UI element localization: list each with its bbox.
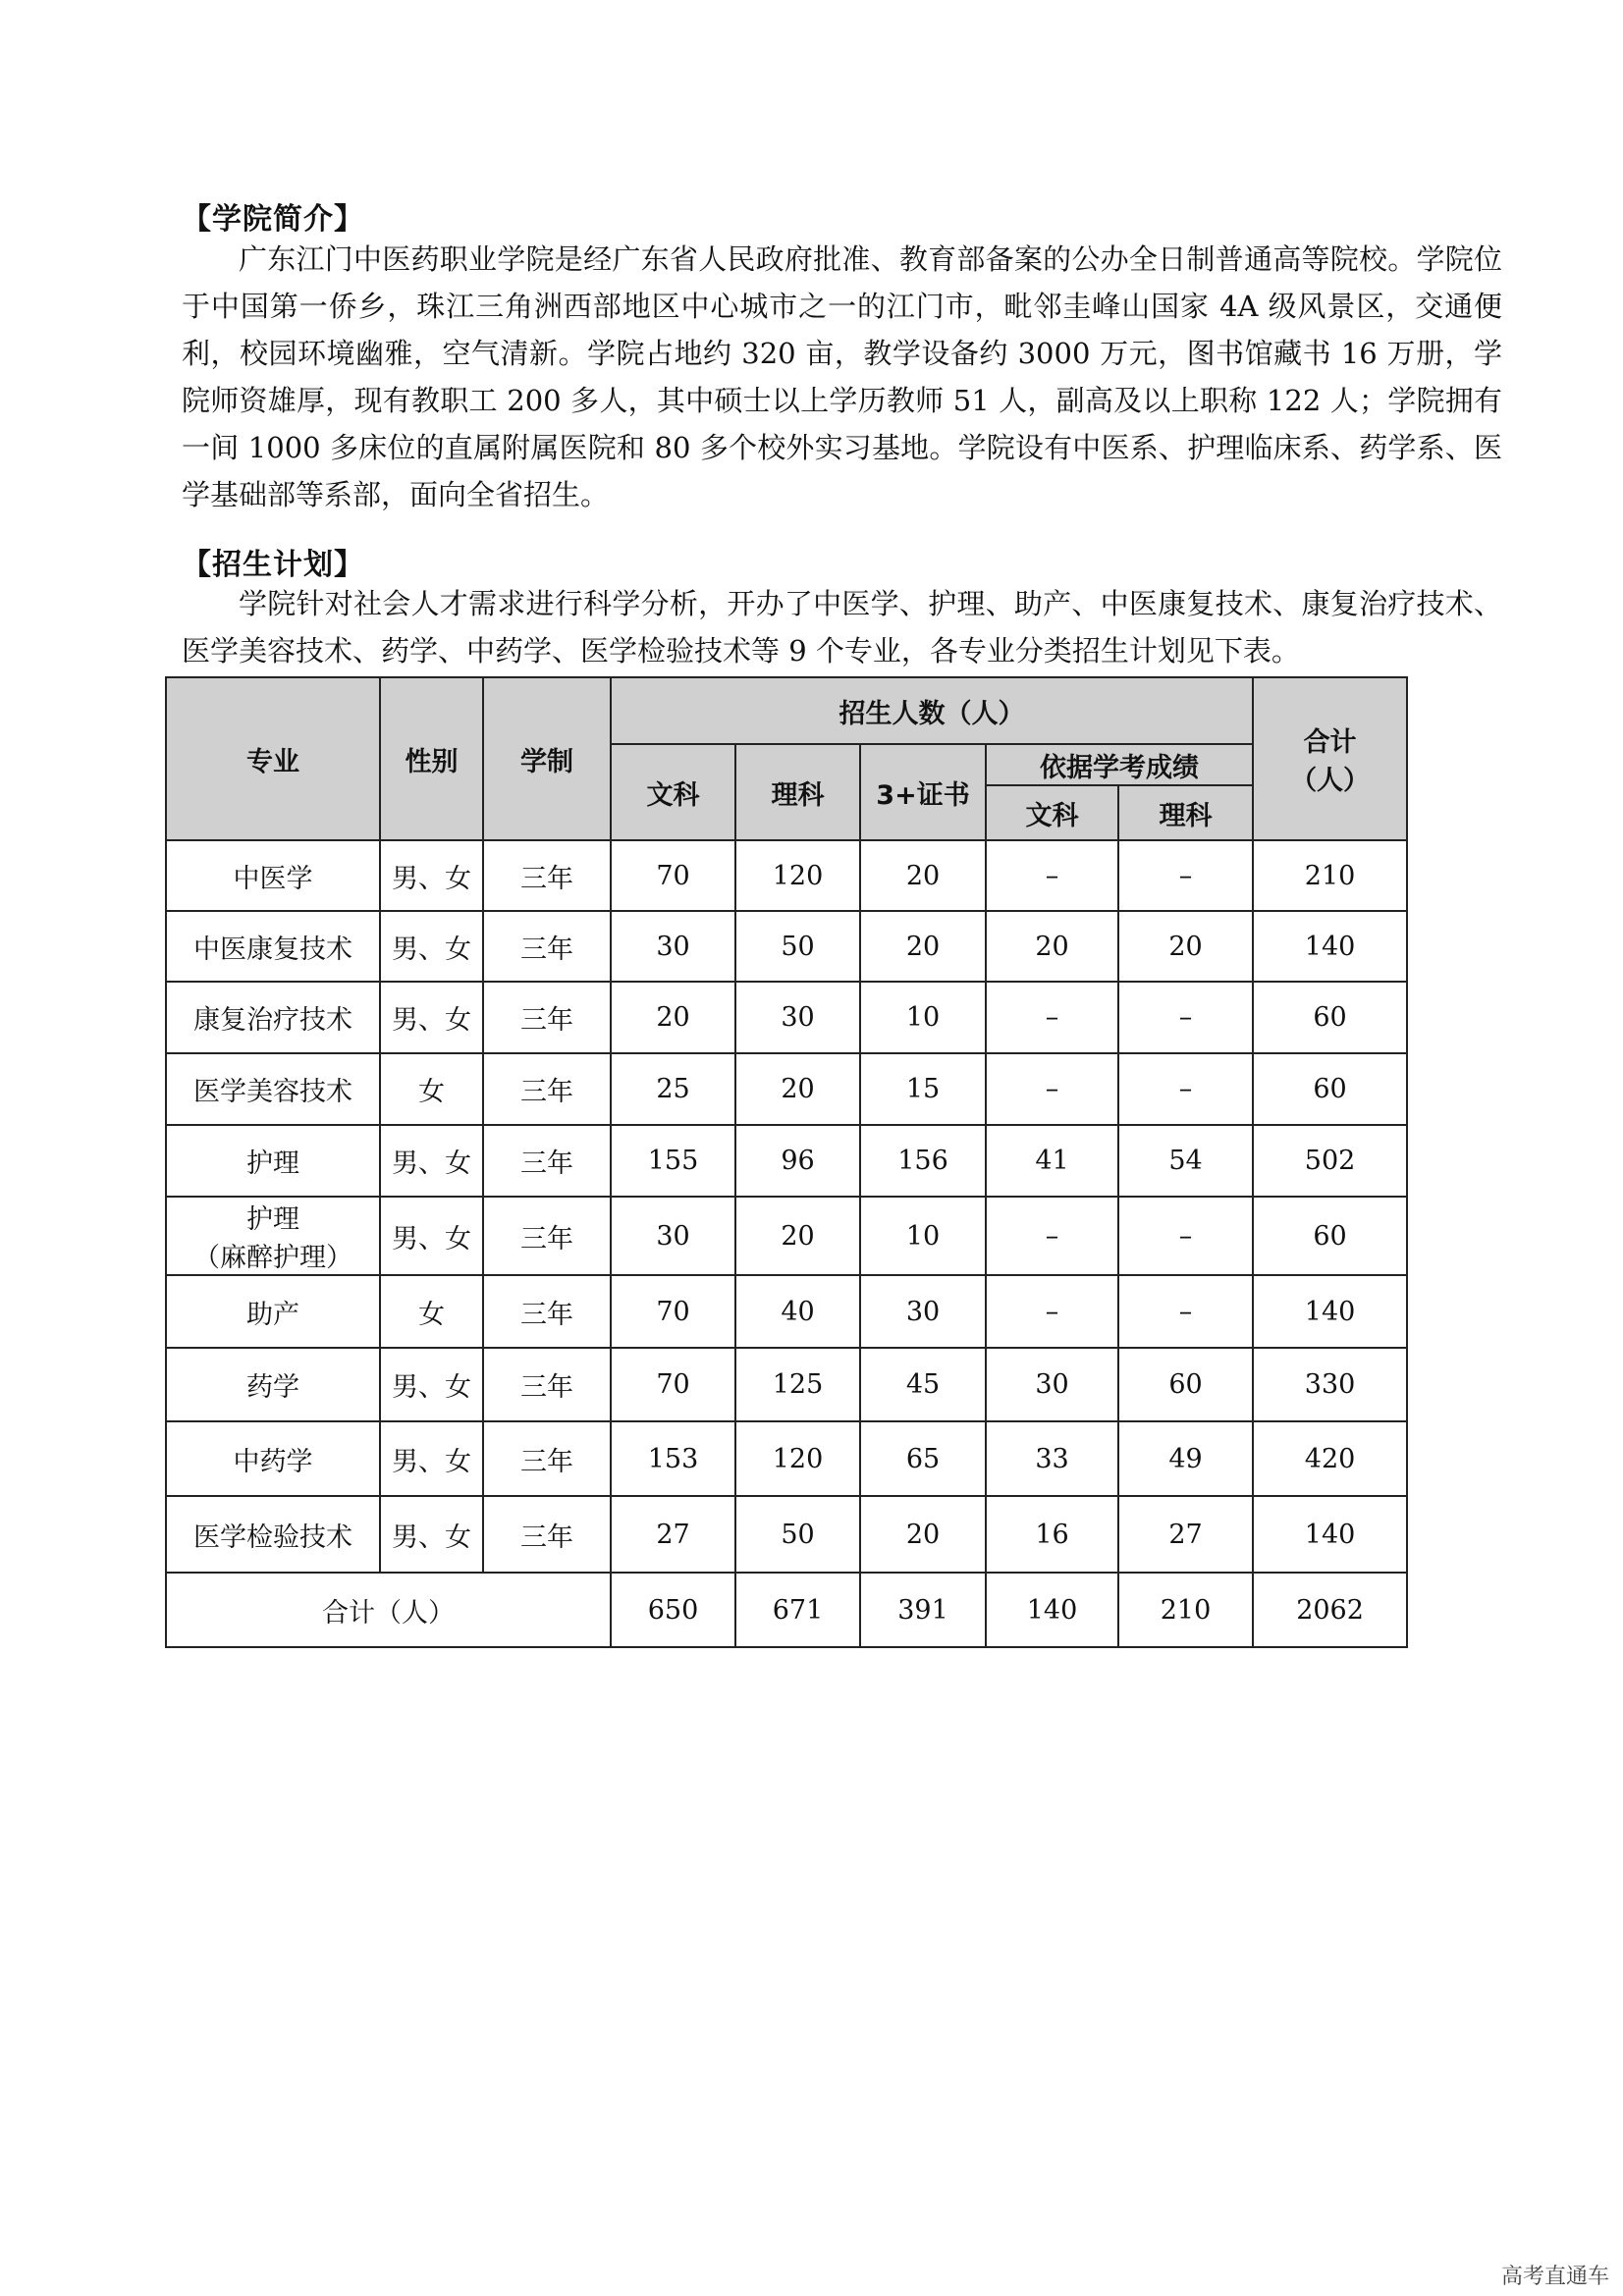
header-major: 专业	[166, 677, 380, 840]
cell-cert: 10	[860, 982, 986, 1053]
cell-gender: 男、女	[380, 1421, 483, 1496]
cell-cert: 156	[860, 1125, 986, 1197]
cell-arts: 70	[611, 840, 735, 911]
cell-gender: 男、女	[380, 1125, 483, 1197]
header-exam: 依据学考成绩	[986, 744, 1253, 785]
cell-duration: 三年	[483, 911, 611, 982]
cell-exam-science: –	[1118, 1197, 1253, 1275]
cell-science: 40	[735, 1275, 860, 1348]
totals-arts: 650	[611, 1573, 735, 1647]
cell-exam-arts: –	[986, 1275, 1118, 1348]
cell-duration: 三年	[483, 1421, 611, 1496]
cell-total: 140	[1253, 911, 1407, 982]
cell-duration: 三年	[483, 1125, 611, 1197]
cell-arts: 25	[611, 1053, 735, 1125]
cell-duration: 三年	[483, 1275, 611, 1348]
watermark-text: 高考直通车	[1500, 2265, 1609, 2289]
table-row	[166, 840, 1407, 911]
header-exam-arts: 文科	[986, 785, 1118, 840]
totals-exam-arts: 140	[986, 1573, 1118, 1647]
cell-exam-science: 27	[1118, 1496, 1253, 1573]
cell-science: 96	[735, 1125, 860, 1197]
cell-gender: 男、女	[380, 1197, 483, 1275]
cell-duration: 三年	[483, 1348, 611, 1421]
header-arts: 文科	[611, 744, 735, 840]
header-duration: 学制	[483, 677, 611, 840]
cell-total: 210	[1253, 840, 1407, 911]
cell-total: 330	[1253, 1348, 1407, 1421]
cell-gender: 男、女	[380, 1496, 483, 1573]
intro-paragraph: 广东江门中医药职业学院是经广东省人民政府批准、教育部备案的公办全日制普通高等院校。学院位于中国第一侨乡，珠江三角洲西部地区中心城市之一的江门市，毗邻圭峰山国家 4A 级风景区，交通便利，校园环境幽雅，空气清新。学院占地约 320 亩，教学设备约 3000 万元，图书馆藏书 16 万册，学院师资雄厚，现有教职工 200 多人，其中硕士以上学历教师 51 人，副高及以上职称 122 人；学院拥有一间 1000 多床位的直属附属医院和 80 多个校外实习基地。学院设有中医系、护理临床系、药学系、医学基础部等系部，面向全省招生。	[182, 242, 1502, 511]
cell-major-subname: （麻醉护理）	[193, 1243, 352, 1273]
cell-exam-science: –	[1118, 1053, 1253, 1125]
cell-gender: 女	[380, 1053, 483, 1125]
cell-total: 60	[1253, 982, 1407, 1053]
cell-exam-arts: 30	[986, 1348, 1118, 1421]
cell-cert: 30	[860, 1275, 986, 1348]
cell-arts: 30	[611, 1197, 735, 1275]
cell-major-name: 中医学	[233, 863, 313, 894]
table-row	[166, 1125, 1407, 1197]
cell-major	[166, 840, 380, 911]
table-row	[166, 1348, 1407, 1421]
cell-duration: 三年	[483, 840, 611, 911]
cell-exam-arts: –	[986, 982, 1118, 1053]
cell-major	[166, 1275, 380, 1348]
table-row	[166, 982, 1407, 1053]
totals-row	[166, 1573, 1407, 1647]
cell-science: 50	[735, 911, 860, 982]
cell-exam-science: 49	[1118, 1421, 1253, 1496]
cell-major-name: 医学检验技术	[193, 1522, 352, 1553]
table-row	[166, 1053, 1407, 1125]
cell-major	[166, 1125, 380, 1197]
cell-total: 502	[1253, 1125, 1407, 1197]
cell-total: 60	[1253, 1053, 1407, 1125]
cell-cert: 45	[860, 1348, 986, 1421]
totals-science: 671	[735, 1573, 860, 1647]
cell-total: 140	[1253, 1496, 1407, 1573]
cell-exam-arts: 16	[986, 1496, 1118, 1573]
cell-cert: 65	[860, 1421, 986, 1496]
header-total-line2: （人）	[1290, 766, 1371, 796]
cell-major-name: 中医康复技术	[193, 934, 352, 965]
cell-duration: 三年	[483, 1496, 611, 1573]
cell-major	[166, 982, 380, 1053]
cell-cert: 10	[860, 1197, 986, 1275]
cell-total: 60	[1253, 1197, 1407, 1275]
cell-gender: 男、女	[380, 1348, 483, 1421]
cell-major-name: 中药学	[233, 1446, 313, 1477]
cell-science: 125	[735, 1348, 860, 1421]
enrollment-plan-table	[165, 676, 1408, 1648]
header-total	[1253, 677, 1407, 840]
table-row	[166, 1275, 1407, 1348]
cell-gender: 男、女	[380, 911, 483, 982]
cell-science: 20	[735, 1197, 860, 1275]
cell-duration: 三年	[483, 1053, 611, 1125]
cell-science: 20	[735, 1053, 860, 1125]
cell-cert: 20	[860, 1496, 986, 1573]
cell-exam-arts: 33	[986, 1421, 1118, 1496]
table-row	[166, 1197, 1407, 1275]
intro-heading: 【学院简介】	[182, 202, 364, 237]
cell-major	[166, 1197, 380, 1275]
cell-cert: 20	[860, 911, 986, 982]
cell-exam-science: 20	[1118, 911, 1253, 982]
cell-major-name: 护理	[246, 1148, 299, 1179]
header-total-line1: 合计	[1303, 727, 1357, 758]
cell-major	[166, 911, 380, 982]
cell-gender: 女	[380, 1275, 483, 1348]
cell-arts: 20	[611, 982, 735, 1053]
cell-gender: 男、女	[380, 840, 483, 911]
cell-cert: 20	[860, 840, 986, 911]
cell-arts: 153	[611, 1421, 735, 1496]
table-row	[166, 1421, 1407, 1496]
header-science: 理科	[735, 744, 860, 840]
totals-total: 2062	[1253, 1573, 1407, 1647]
cell-exam-arts: –	[986, 840, 1118, 911]
cell-major-name: 护理	[246, 1204, 299, 1235]
plan-paragraph: 学院针对社会人才需求进行科学分析，开办了中医学、护理、助产、中医康复技术、康复治疗技术、医学美容技术、药学、中药学、医学检验技术等 9 个专业，各专业分类招生计划见下表。	[182, 587, 1502, 667]
cell-total: 140	[1253, 1275, 1407, 1348]
cell-arts: 70	[611, 1348, 735, 1421]
cell-duration: 三年	[483, 1197, 611, 1275]
cell-science: 50	[735, 1496, 860, 1573]
header-cert: 3+证书	[860, 744, 986, 840]
cell-exam-science: –	[1118, 1275, 1253, 1348]
cell-major-name: 康复治疗技术	[193, 1005, 352, 1036]
cell-exam-science: 54	[1118, 1125, 1253, 1197]
cell-gender: 男、女	[380, 982, 483, 1053]
table-row	[166, 1496, 1407, 1573]
header-gender: 性别	[380, 677, 483, 840]
cell-major	[166, 1348, 380, 1421]
cell-total: 420	[1253, 1421, 1407, 1496]
cell-exam-arts: 20	[986, 911, 1118, 982]
cell-major-name: 药学	[246, 1372, 299, 1403]
cell-major-name: 助产	[246, 1299, 299, 1330]
totals-label: 合计（人）	[166, 1573, 611, 1647]
cell-science: 120	[735, 1421, 860, 1496]
cell-major	[166, 1421, 380, 1496]
cell-exam-science: –	[1118, 840, 1253, 911]
cell-major-name: 医学美容技术	[193, 1077, 352, 1107]
table-body	[166, 840, 1407, 1573]
cell-science: 120	[735, 840, 860, 911]
cell-arts: 27	[611, 1496, 735, 1573]
cell-cert: 15	[860, 1053, 986, 1125]
cell-exam-arts: –	[986, 1053, 1118, 1125]
totals-exam-science: 210	[1118, 1573, 1253, 1647]
cell-arts: 155	[611, 1125, 735, 1197]
cell-major	[166, 1053, 380, 1125]
cell-exam-science: 60	[1118, 1348, 1253, 1421]
cell-arts: 70	[611, 1275, 735, 1348]
plan-heading: 【招生计划】	[182, 548, 364, 582]
table-row	[166, 911, 1407, 982]
cell-exam-science: –	[1118, 982, 1253, 1053]
cell-arts: 30	[611, 911, 735, 982]
cell-duration: 三年	[483, 982, 611, 1053]
cell-science: 30	[735, 982, 860, 1053]
cell-exam-arts: 41	[986, 1125, 1118, 1197]
header-enroll: 招生人数（人）	[611, 677, 1253, 744]
totals-cert: 391	[860, 1573, 986, 1647]
cell-major	[166, 1496, 380, 1573]
cell-exam-arts: –	[986, 1197, 1118, 1275]
header-exam-science: 理科	[1118, 785, 1253, 840]
